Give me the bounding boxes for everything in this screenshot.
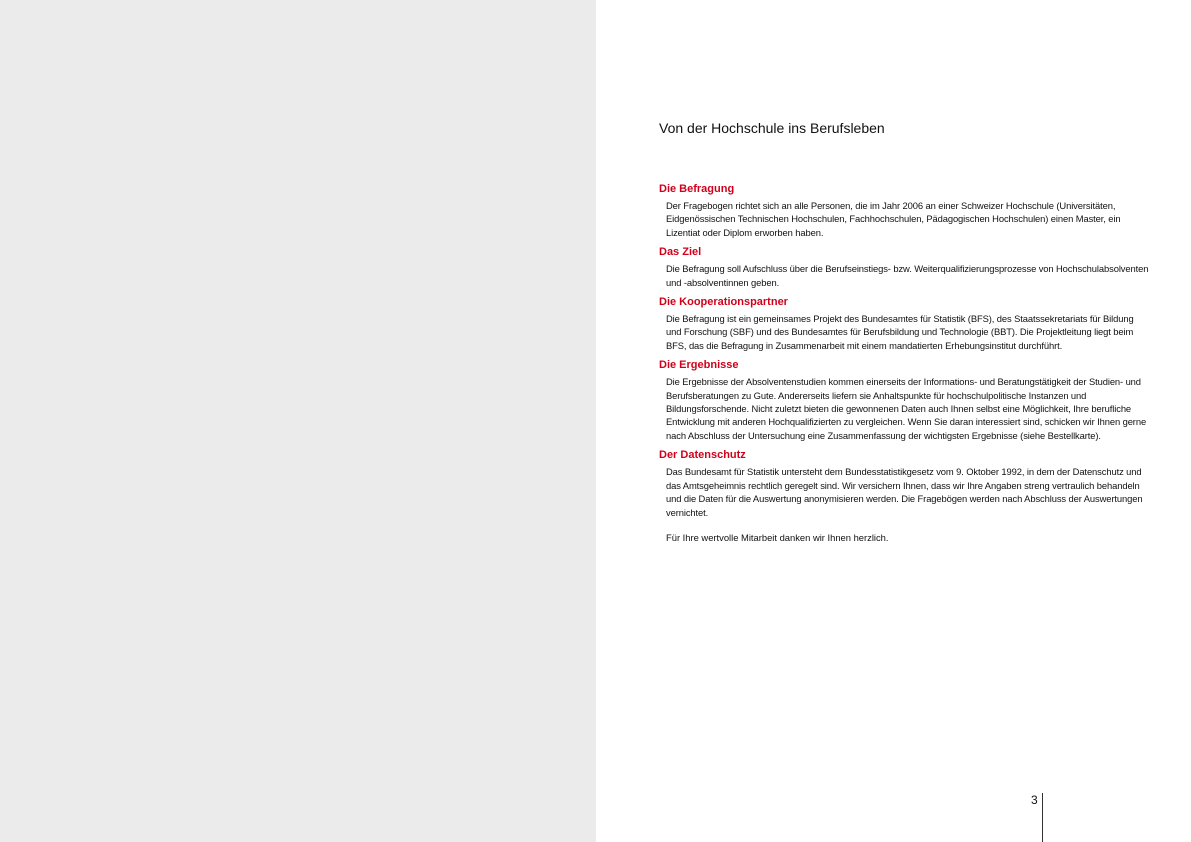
section-heading: Das Ziel — [659, 246, 702, 259]
section-befragung — [659, 182, 1149, 239]
section-text: Der Fragebogen richtet sich an alle Personen, die im Jahr 2006 an einer Schweizer Hochschule (Universitäten, Eidgenössischen Technischen Hochschulen, Fachhochschulen, Pädagogischen Hochschulen) einen Master, ein Lizentiat oder Diplom erworben haben. — [666, 200, 1121, 238]
right-page — [596, 0, 1191, 842]
page-number-rule — [1042, 793, 1043, 842]
section-datenschutz — [659, 448, 1149, 519]
closing-text: Für Ihre wertvolle Mitarbeit danken wir Ihnen herzlich. — [666, 531, 889, 543]
section-text: Die Ergebnisse der Absolventenstudien kommen einerseits der Informations- und Beratungstätigkeit der Studien- und Berufsberatungen zu Gute. Andererseits liefern sie Anhaltspunkte für hochschulpolitische Instanzen und Bildungsforschende. Nicht zuletzt bieten die gewonnenen Daten auch Ihnen selbst eine Möglichkeit, Ihre berufliche Entwicklung mit anderen Hochqualifizierten zu vergleichen. Wenn Sie daran interessiert sind, schicken wir Ihnen gerne nach Abschluss der Untersuchung eine Zusammenfassung der wichtigsten Ergebnisse (siehe Bestellkarte). — [666, 376, 1147, 441]
section-heading: Die Ergebnisse — [659, 359, 739, 372]
content-body — [659, 182, 1149, 544]
section-ergebnisse — [659, 358, 1149, 442]
section-kooperationspartner — [659, 295, 1149, 352]
section-heading: Die Befragung — [659, 183, 735, 195]
section-text: Die Befragung ist ein gemeinsames Projekt des Bundesamtes für Statistik (BFS), des Staatssekretariats für Bildung und Forschung (SBF) und des Bundesamtes für Berufsbildung und Technologie (BBT). Die Projektleitung liegt beim BFS, das die Befragung in Zusammenarbeit mit einem mandatierten Erhebungsinstitut durchführt. — [666, 313, 1134, 351]
section-heading: Die Kooperationspartner — [659, 296, 788, 309]
page-title: Von der Hochschule ins Berufsleben — [659, 120, 885, 136]
section-heading: Der Datenschutz — [659, 449, 746, 462]
section-ziel — [659, 245, 1149, 289]
page-number: 3 — [1031, 793, 1038, 807]
section-text: Das Bundesamt für Statistik untersteht dem Bundesstatistikgesetz vom 9. Oktober 1992, in dem der Datenschutz und das Amtsgeheimnis rechtlich geregelt sind. Wir versichern Ihnen, dass wir Ihre Angaben streng vertraulich behandeln und die Daten für die Auswertung anonymisieren werden. Die Fragebögen werden nach Abschluss der Auswertungen vernichtet. — [666, 466, 1143, 518]
section-text: Die Befragung soll Aufschluss über die Berufseinstiegs- bzw. Weiterqualifizierungsprozesse von Hochschulabsolventen und -absolventinnen geben. — [666, 263, 1149, 288]
